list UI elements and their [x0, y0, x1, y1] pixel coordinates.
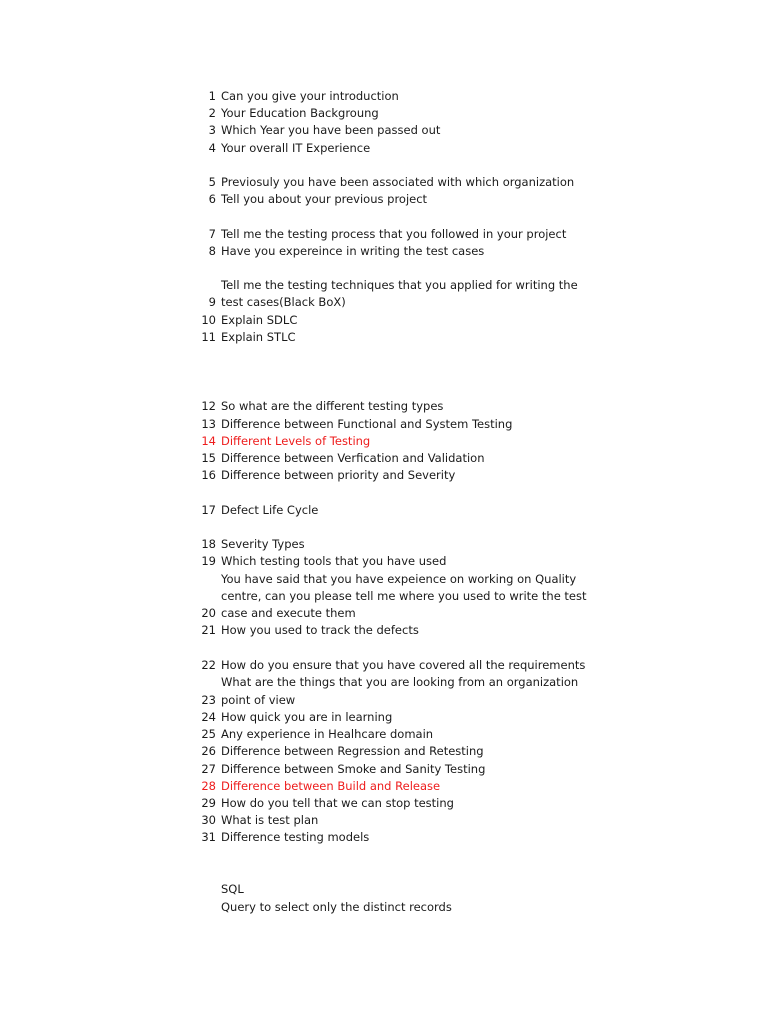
list-item [0, 398, 768, 415]
row-number: 16 [201, 468, 216, 482]
row-number: 10 [201, 313, 216, 327]
row-text: Explain STLC [221, 330, 296, 344]
list-item [0, 571, 768, 588]
row-number: 1 [208, 89, 216, 103]
row-text: case and execute them [221, 606, 356, 620]
row-number: 6 [208, 192, 216, 206]
row-number: 5 [208, 175, 216, 189]
list-item-highlighted [0, 778, 768, 795]
list-item [0, 899, 768, 916]
list-item [0, 277, 768, 294]
row-number: 26 [201, 744, 216, 758]
list-item [0, 605, 768, 622]
row-text: Defect Life Cycle [221, 503, 319, 517]
row-text: Query to select only the distinct records [221, 900, 452, 914]
list-item [0, 761, 768, 778]
row-text: Which Year you have been passed out [221, 123, 441, 137]
row-number: 22 [201, 658, 216, 672]
row-number: 29 [201, 796, 216, 810]
list-item [0, 795, 768, 812]
row-text: Your overall IT Experience [221, 141, 371, 155]
row-text: Can you give your introduction [221, 89, 399, 103]
row-text: Your Education Backgroung [221, 106, 379, 120]
row-number: 24 [201, 710, 216, 724]
list-item [0, 674, 768, 691]
list-item [0, 329, 768, 346]
list-item [0, 174, 768, 191]
list-item [0, 536, 768, 553]
row-number: 11 [201, 330, 216, 344]
list-item [0, 709, 768, 726]
row-text: How quick you are in learning [221, 710, 393, 724]
row-text: How you used to track the defects [221, 623, 419, 637]
list-item [0, 122, 768, 139]
list-item [0, 88, 768, 105]
row-number: 20 [201, 606, 216, 620]
row-number: 8 [208, 244, 216, 258]
row-number: 18 [201, 537, 216, 551]
list-item [0, 553, 768, 570]
row-text: Have you expereince in writing the test cases [221, 244, 485, 258]
row-text: Which testing tools that you have used [221, 554, 447, 568]
row-number: 25 [201, 727, 216, 741]
row-text: Previosuly you have been associated with which organization [221, 175, 575, 189]
list-item [0, 812, 768, 829]
row-number: 17 [201, 503, 216, 517]
list-item [0, 467, 768, 484]
list-item [0, 588, 768, 605]
row-number: 28 [201, 779, 216, 793]
row-text: Difference between Functional and System Testing [221, 417, 513, 431]
row-number: 4 [208, 141, 216, 155]
row-number: 14 [201, 434, 216, 448]
row-text: Difference between priority and Severity [221, 468, 456, 482]
list-item [0, 140, 768, 157]
row-number: 30 [201, 813, 216, 827]
row-text: test cases(Black BoX) [221, 295, 346, 309]
row-text: Tell me the testing techniques that you applied for writing the [221, 278, 578, 292]
row-number: 7 [208, 227, 216, 241]
list-item [0, 450, 768, 467]
list-item [0, 191, 768, 208]
row-number: 27 [201, 762, 216, 776]
row-text: How do you tell that we can stop testing [221, 796, 454, 810]
row-text: point of view [221, 693, 296, 707]
row-number: 19 [201, 554, 216, 568]
row-text: How do you ensure that you have covered all the requirements [221, 658, 586, 672]
row-number: 2 [208, 106, 216, 120]
row-text: SQL [221, 882, 244, 896]
list-item [0, 312, 768, 329]
list-item [0, 105, 768, 122]
list-item [0, 657, 768, 674]
row-text: You have said that you have expeience on working on Quality [221, 572, 577, 586]
row-number: 23 [201, 693, 216, 707]
row-number: 12 [201, 399, 216, 413]
list-item [0, 829, 768, 846]
row-text: Tell you about your previous project [221, 192, 428, 206]
list-item [0, 416, 768, 433]
row-text: Any experience in Healhcare domain [221, 727, 434, 741]
list-item [0, 692, 768, 709]
row-number: 13 [201, 417, 216, 431]
list-item [0, 226, 768, 243]
list-item [0, 294, 768, 311]
row-text: Difference between Build and Release [221, 779, 441, 793]
row-number: 15 [201, 451, 216, 465]
row-number: 9 [208, 295, 216, 309]
row-number: 3 [208, 123, 216, 137]
row-text: What is test plan [221, 813, 319, 827]
row-text: Different Levels of Testing [221, 434, 371, 448]
list-item-highlighted [0, 433, 768, 450]
list-item [0, 243, 768, 260]
list-item [0, 502, 768, 519]
row-text: Difference between Verfication and Validation [221, 451, 485, 465]
row-text: Difference between Smoke and Sanity Testing [221, 762, 486, 776]
row-text: So what are the different testing types [221, 399, 444, 413]
row-text: Severity Types [221, 537, 305, 551]
row-text: Tell me the testing process that you followed in your project [221, 227, 567, 241]
list-item [0, 622, 768, 639]
row-number: 31 [201, 830, 216, 844]
row-text: centre, can you please tell me where you used to write the test [221, 589, 587, 603]
list-item [0, 881, 768, 898]
row-text: Difference between Regression and Retesting [221, 744, 484, 758]
list-item [0, 743, 768, 760]
row-number: 21 [201, 623, 216, 637]
row-text: Difference testing models [221, 830, 370, 844]
row-text: Explain SDLC [221, 313, 298, 327]
row-text: What are the things that you are looking from an organization [221, 675, 579, 689]
list-item [0, 726, 768, 743]
